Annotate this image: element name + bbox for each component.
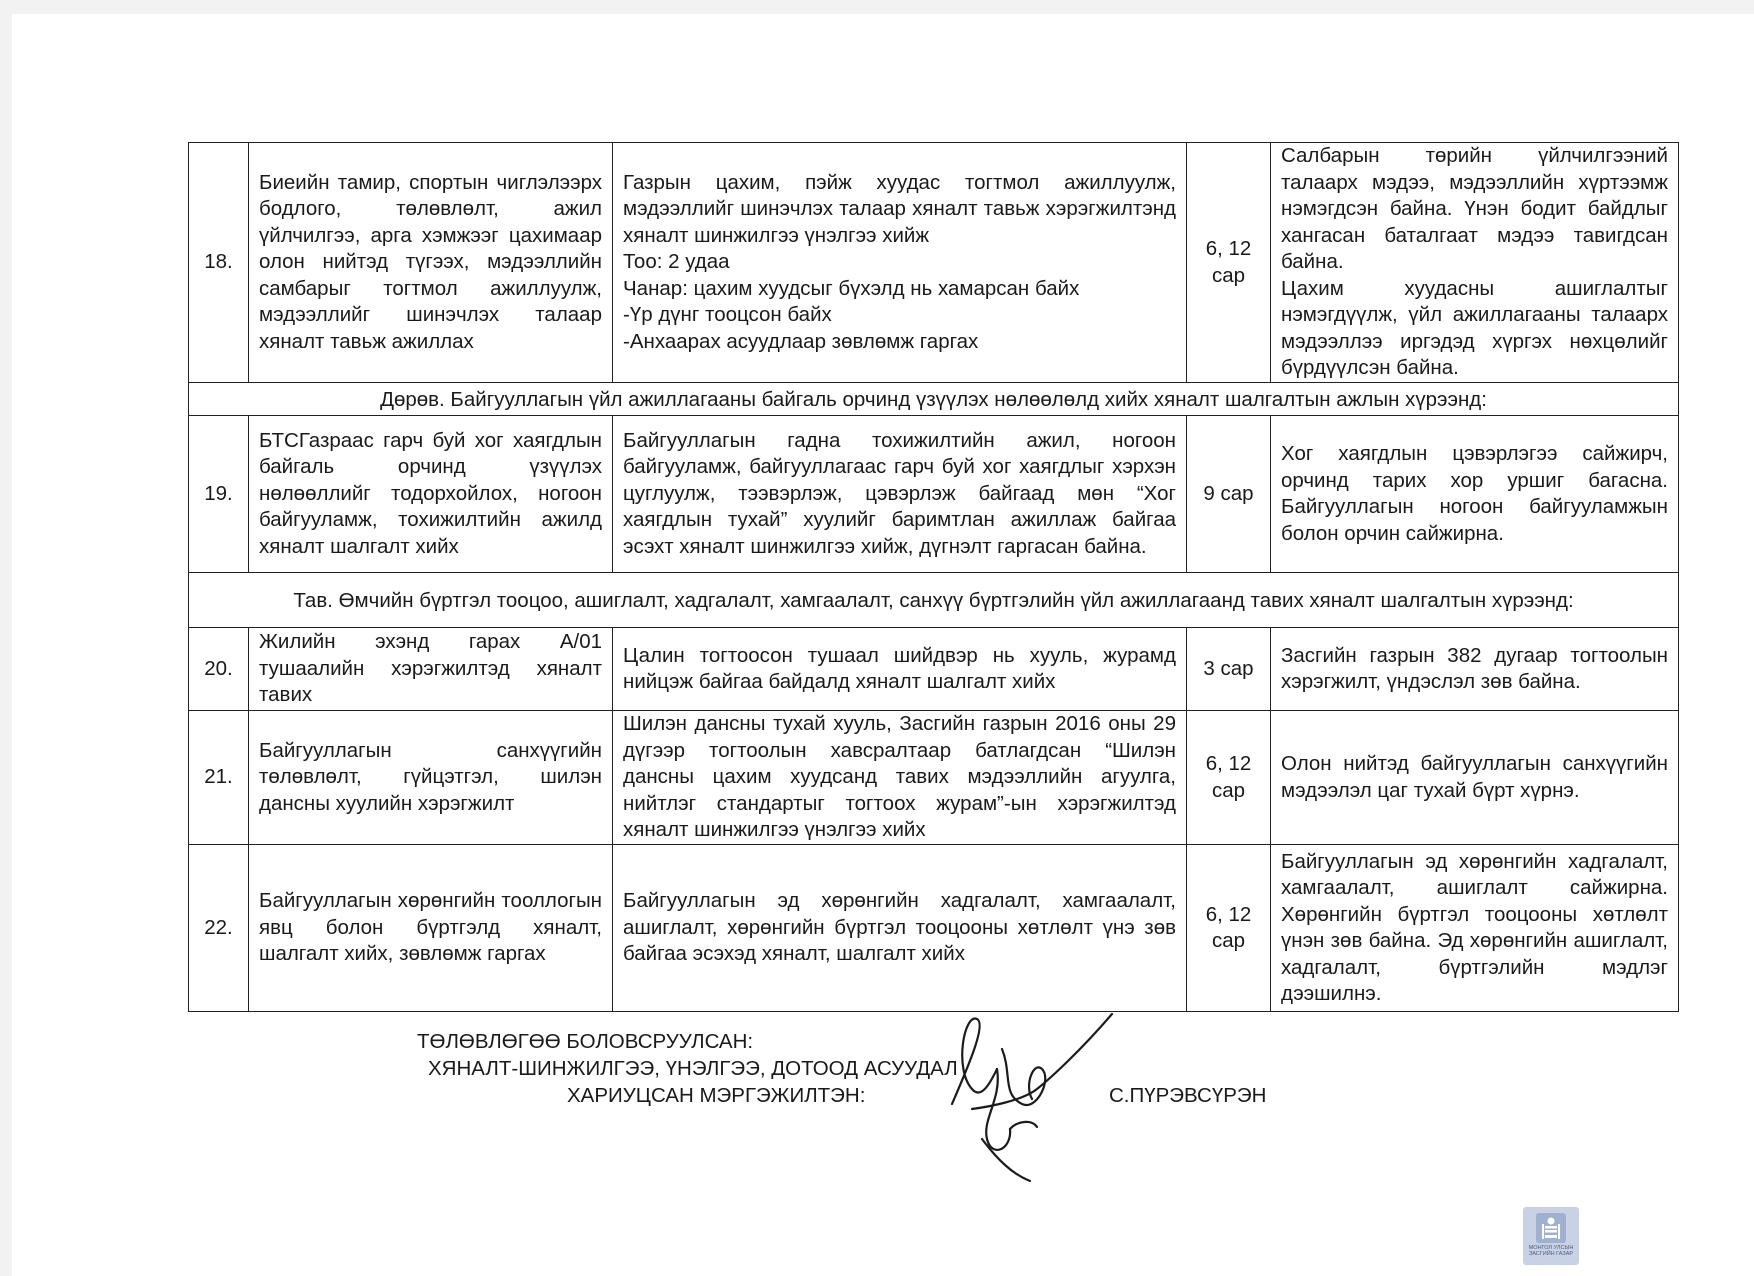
activity-cell: Биеийн тамир, спортын чиглэлээрх бодлого, төлөвлөлт, ажил үйлчилгээ, арга хэмжээг цахимаар олон нийтэд түгээх, мэдээллийн самбарыг тогтмол ажиллуулж, мэдээллийг шинэчлэх талаар хяналт тавьж ажиллах [249, 143, 613, 383]
result-cell: Хог хаягдлын цэвэрлэгээ сайжирч, орчинд тарих хор уршиг багасна. Байгууллагын ногоон байгууламжын болон орчин сайжирна. [1271, 416, 1679, 573]
row-number: 22. [189, 845, 249, 1012]
row-number: 19. [189, 416, 249, 573]
soyombo-emblem-icon [1536, 1213, 1566, 1243]
result-cell: Салбарын төрийн үйлчилгээний талаарх мэдээ, мэдээллийн хүртээмж нэмэгдсэн байна. Үнэн бодит байдлыг хангасан баталгаат мэдээ тавигдсан байна. Цахим хуудасны ашиглалтыг нэмэгдүүлж, үйл ажиллагааны талаарх мэдээллээ иргэдэд хүргэх нөхцөлийг бүрдүүлсэн байна. [1271, 143, 1679, 383]
section-row [189, 383, 1679, 416]
footer-name: С.ПҮРЭВСҮРЭН [1109, 1084, 1267, 1107]
logo-caption: МОНГОЛ УЛСЫН ЗАСГИЙН ГАЗАР [1528, 1245, 1574, 1257]
time-cell: 6, 12 сар [1187, 143, 1271, 383]
method-cell: Байгууллагын эд хөрөнгийн хадгалалт, хамгаалалт, ашиглалт, хөрөнгийн бүртгэл тооцооны хөтлөлт үнэ зөв байгаа эсэхэд хяналт, шалгалт хийх [613, 845, 1187, 1012]
government-logo [1523, 1207, 1579, 1265]
method-cell: Цалин тогтоосон тушаал шийдвэр нь хууль, журамд нийцэж байгаа байдалд хяналт шалгалт хийх [613, 628, 1187, 711]
method-cell: Шилэн дансны тухай хууль, Засгийн газрын 2016 оны 29 дүгээр тогтоолын хавсралтаар батлагдсан “Шилэн дансны цахим хуудсанд тавих мэдээллийн агуулга, нийтлэг стандартыг тогтоох журам”-ын хэрэгжилтэд хяналт шинжилгээ үнэлгээ хийх [613, 711, 1187, 845]
table-row [189, 711, 1679, 845]
plan-table [188, 142, 1679, 1012]
document-page [12, 14, 1754, 1276]
table-row [189, 416, 1679, 573]
time-cell: 6, 12 сар [1187, 845, 1271, 1012]
time-cell: 3 сар [1187, 628, 1271, 711]
method-cell: Газрын цахим, пэйж хуудас тогтмол ажиллуулж, мэдээллийг шинэчлэх талаар хяналт тавьж хэрэгжилтэнд хяналт шинжилгээ үнэлгээ хийж Тоо: 2 удаа Чанар: цахим хуудсыг бүхэлд нь хамарсан байх -Үр дүнг тооцсон байх -Анхаарах асуудлаар зөвлөмж гаргах [613, 143, 1187, 383]
method-cell: Байгууллагын гадна тохижилтийн ажил, ногоон байгууламж, байгууллагаас гарч буй хог хаягдлыг хэрхэн цуглуулж, тээвэрлэж, цэвэрлэж байгаад мөн “Хог хаягдлын тухай” хуулийг баримтлан ажиллаж байгаа эсэхт хяналт шинжилгээ хийж, дүгнэлт гаргасан байна. [613, 416, 1187, 573]
row-number: 20. [189, 628, 249, 711]
result-cell: Олон нийтэд байгууллагын санхүүгийн мэдээлэл цаг тухай бүрт хүрнэ. [1271, 711, 1679, 845]
section-heading-4: Дөрөв. Байгууллагын үйл ажиллагааны байгаль орчинд үзүүлэх нөлөөлөлд хийх хяналт шалгалтын ажлын хүрээнд: [189, 383, 1679, 416]
row-number: 18. [189, 143, 249, 383]
handwritten-signature [942, 1009, 1122, 1184]
table-row [189, 143, 1679, 383]
table-row [189, 628, 1679, 711]
activity-cell: Жилийн эхэнд гарах А/01 тушаалийн хэрэгжилтэд хяналт тавих [249, 628, 613, 711]
section-row [189, 573, 1679, 628]
footer-position: ХАРИУЦСАН МЭРГЭЖИЛТЭН: [567, 1084, 866, 1107]
footer-department: ХЯНАЛТ-ШИНЖИЛГЭЭ, ҮНЭЛГЭЭ, ДОТООД АСУУДАЛ [428, 1057, 958, 1080]
table-row [189, 845, 1679, 1012]
activity-cell: Байгууллагын хөрөнгийн тооллогын явц болон бүртгэлд хяналт, шалгалт хийх, зөвлөмж гаргах [249, 845, 613, 1012]
result-cell: Байгууллагын эд хөрөнгийн хадгалалт, хамгаалалт, ашиглалт сайжирна. Хөрөнгийн бүртгэл тооцооны хөтлөлт үнэн зөв байна. Эд хөрөнгийн ашиглалт, хадгалалт, бүртгэлийн мэдлэг дээшилнэ. [1271, 845, 1679, 1012]
time-cell: 9 сар [1187, 416, 1271, 573]
result-cell: Засгийн газрын 382 дугаар тогтоолын хэрэгжилт, үндэслэл зөв байна. [1271, 628, 1679, 711]
section-heading-5: Тав. Өмчийн бүртгэл тооцоо, ашиглалт, хадгалалт, хамгаалалт, санхүү бүртгэлийн үйл ажиллагаанд тавих хяналт шалгалтын хүрээнд: [189, 573, 1679, 628]
time-cell: 6, 12 сар [1187, 711, 1271, 845]
activity-cell: Байгууллагын санхүүгийн төлөвлөлт, гүйцэтгэл, шилэн дансны хуулийн хэрэгжилт [249, 711, 613, 845]
footer-prepared-by: ТӨЛӨВЛӨГӨӨ БОЛОВСРУУЛСАН: [417, 1030, 754, 1053]
row-number: 21. [189, 711, 249, 845]
activity-cell: БТСГазраас гарч буй хог хаягдлын байгаль орчинд үзүүлэх нөлөөллийг тодорхойлох, ногоон байгууламж, тохижилтийн ажилд хяналт шалгалт хийх [249, 416, 613, 573]
